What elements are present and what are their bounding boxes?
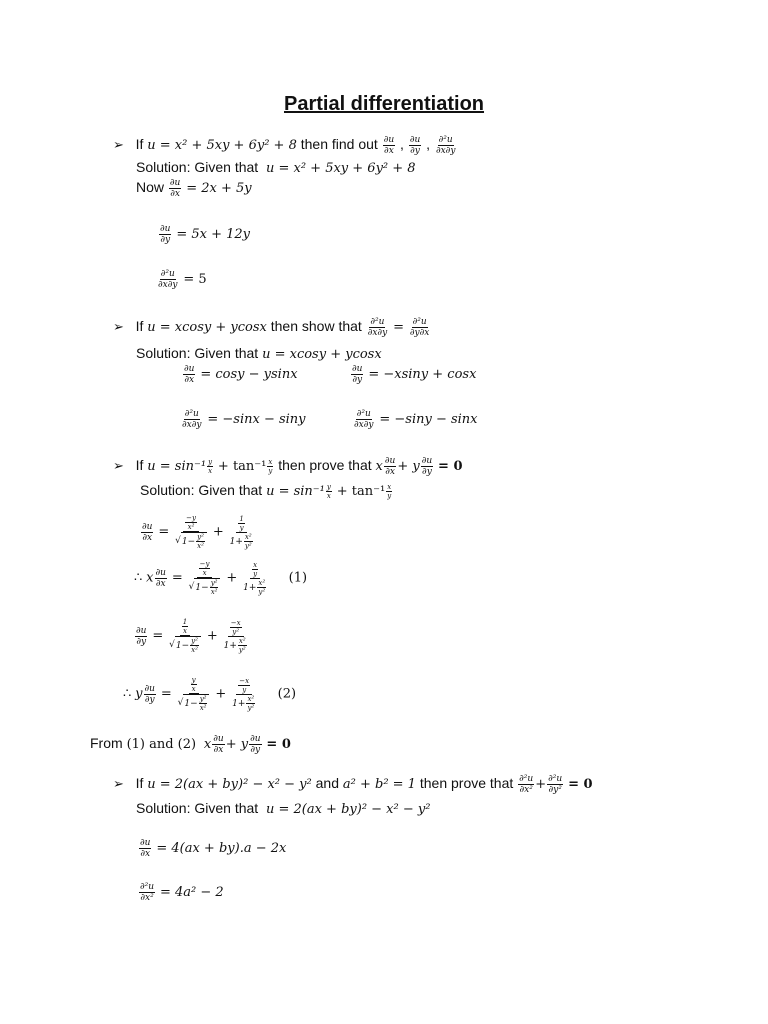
equation: u = x² + 5xy + 6y² + 8 <box>147 138 297 154</box>
solution-line: Solution: Given that u = sin⁻¹ $\frac{y}{x}$ + tan⁻¹ $\frac{x}{y}$ <box>140 482 392 500</box>
du-dx-expansion: $\frac{\partial u}{\partial x}$ = $\frac{-y}{\text{x²}}$ √ 1− $\frac{\text{y²}}{\text{x²}}$ + $\frac{1}{y}$ 1+ $\frac{\text{x²}}{\text{y²}}$ <box>142 514 252 550</box>
d2u-value: = 5 <box>183 272 207 288</box>
therefore-symbol: ∴ <box>123 686 132 702</box>
condition: a² + b² = 1 <box>342 777 416 793</box>
equation-ref-1: (1) <box>288 570 308 586</box>
du-dx: $\frac{\partial u}{\partial x}$ = cosy − ysinx <box>184 364 298 385</box>
solution-equation: u = 2(ax + by)² − x² − y² <box>265 802 431 817</box>
y-du-dy-line: ∴ y $\frac{\partial u}{\partial y}$ = $\frac{y}{x}$ √ 1− $\frac{\text{y²}}{\text{x²}}$ + $\frac{-x}{y}$ 1+ $\frac{\text{x²}}{\text{y²}}$ (2) <box>123 676 297 712</box>
therefore-symbol: ∴ <box>134 570 143 586</box>
solution-label: Solution: Given that <box>136 800 259 816</box>
if-text: If <box>135 457 144 474</box>
du-dy-expansion: $\frac{\partial u}{\partial y}$ = $\frac{1}{x}$ √ 1− $\frac{\text{y²}}{\text{x²}}$ + $\frac{-x}{\text{y²}}$ 1+ $\frac{\text{x²}}{\text{y²}}$ <box>136 618 246 654</box>
from-refs: (1) and (2) <box>126 737 197 753</box>
solution-line <box>136 345 382 362</box>
problem-4: ➢ If u = 2(ax + by)² − x² − y² and a² + b² = 1 then prove that $\frac{\text{∂²u}}{\text{∂x²}}$ + $\frac{\text{∂²u}}{\text{∂y²}}$ = 0 <box>113 774 593 795</box>
d2u-xy-value: = −sinx − siny <box>207 412 306 428</box>
bullet-icon: ➢ <box>113 137 124 153</box>
from-line: From (1) and (2) x $\frac{\partial u}{\partial x}$ + y $\frac{\partial u}{\partial y}$ = 0 <box>90 734 291 755</box>
page-title: Partial differentiation <box>283 93 485 115</box>
if-text: If <box>135 318 144 335</box>
solution-label: Solution: Given that <box>136 159 259 175</box>
and-text: and <box>315 775 339 792</box>
then-text: then prove that <box>419 775 514 792</box>
if-text: If <box>135 136 144 153</box>
du-dx-value: = 2x + 5y <box>186 181 252 197</box>
equation: u = 2(ax + by)² − x² − y² <box>147 777 312 793</box>
d2u-dx2-value: = 4a² − 2 <box>159 885 224 901</box>
solution-label: Solution: Given that <box>136 345 259 361</box>
now-label: Now <box>136 179 165 196</box>
equation-ref-2: (2) <box>277 686 297 702</box>
equation-mid: + tan⁻¹ <box>217 459 267 475</box>
solution-label: Solution: Given that <box>140 482 263 498</box>
problem-2: ➢ If u = xcosy + ycosx then show that $\frac{\text{∂²u}}{\partial x\partial y}$ = $\frac{\text{∂²u}}{\partial y\partial x}$ <box>113 317 430 338</box>
equation: u = xcosy + ycosx <box>147 320 267 336</box>
second-derivative: $\frac{\text{∂²u}}{\partial x\partial y}$ = 5 <box>158 269 207 290</box>
then-text: then find out <box>300 136 378 153</box>
du-dx: $\frac{\partial u}{\partial x}$ = 4(ax + by).a − 2x <box>140 838 287 859</box>
derivative-y: $\frac{\partial u}{\partial y}$ = 5x + 12y <box>160 224 251 245</box>
then-text: then show that <box>270 318 362 335</box>
d2u-xy: $\frac{\text{∂²u}}{\partial x\partial y}$ = −sinx − siny <box>182 409 306 430</box>
equation-prefix: u = sin⁻¹ <box>147 459 207 475</box>
d2u-yx: $\frac{\text{∂²u}}{\partial x\partial y}$ = −siny − sinx <box>354 409 478 430</box>
then-text: then prove that <box>278 457 372 474</box>
d2u-dx2: $\frac{\text{∂²u}}{\text{∂x²}}$ = 4a² − 2 <box>140 882 224 903</box>
solution-equation: u = xcosy + ycosx <box>262 347 382 362</box>
if-text: If <box>135 775 144 792</box>
bullet-icon: ➢ <box>113 319 124 335</box>
d2u-yx-value: = −siny − sinx <box>379 412 478 428</box>
result-value: = 0 <box>568 777 593 793</box>
problem-1: ➢ If u = x² + 5xy + 6y² + 8 then find out $\frac{\partial u}{\partial x}$ , $\frac{\partial u}{\partial y}$ , $\frac{\text{∂²u}}{\partial x\partial y}$ <box>113 135 456 156</box>
x-du-dx-line: ∴ x $\frac{\partial u}{\partial x}$ = $\frac{-y}{x}$ √ 1− $\frac{\text{y²}}{\text{x²}}$ + $\frac{x}{y}$ 1+ $\frac{\text{x²}}{\text{y²}}$ (1) <box>134 560 308 596</box>
du-dx-value: = cosy − ysinx <box>200 367 298 383</box>
du-dy: $\frac{\partial u}{\partial y}$ = −xsiny + cosx <box>352 364 477 385</box>
problem-3: ➢ If u = sin⁻¹ $\frac{y}{x}$ + tan⁻¹ $\frac{x}{y}$ then prove that x $\frac{\partial u}{\partial x}$ + y $\frac{\partial u}{\partial y}$ = 0 <box>113 456 463 477</box>
bullet-icon: ➢ <box>113 458 124 474</box>
solution-line <box>136 800 430 817</box>
bullet-icon: ➢ <box>113 776 124 792</box>
solution-line <box>136 159 416 176</box>
solution-equation: u = x² + 5xy + 6y² + 8 <box>265 161 416 176</box>
du-dx-value: = 4(ax + by).a − 2x <box>156 841 287 857</box>
result-value: = 0 <box>438 459 463 475</box>
from-result: = 0 <box>266 737 291 753</box>
du-dy-value: = −xsiny + cosx <box>368 367 477 383</box>
derivative-x: Now $\frac{\partial u}{\partial x}$ = 2x + 5y <box>136 178 252 199</box>
from-label: From <box>90 735 123 752</box>
du-dy-value: = 5x + 12y <box>176 227 251 243</box>
